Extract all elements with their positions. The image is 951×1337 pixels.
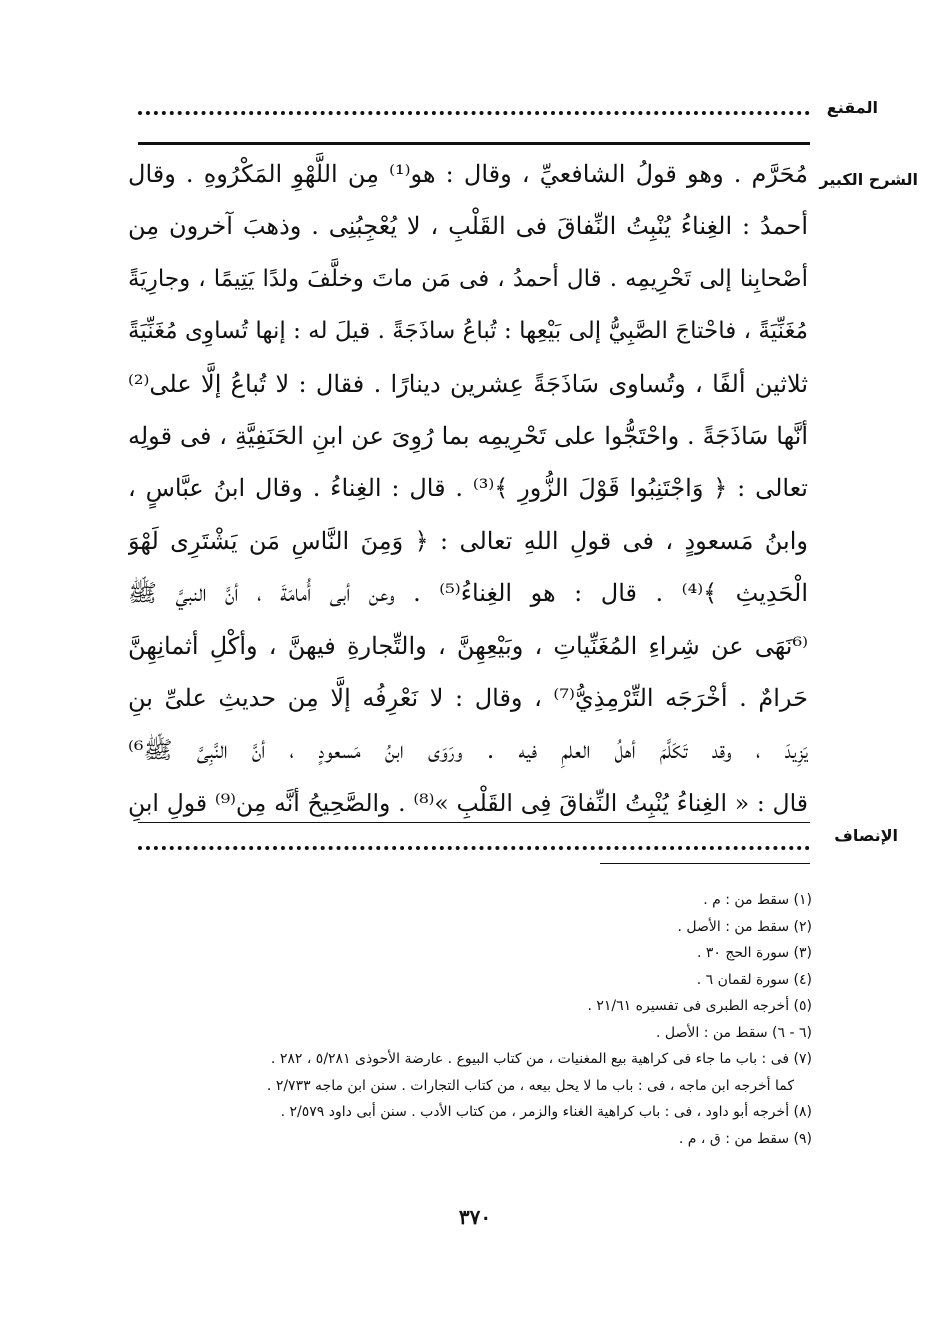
footnote: (٢) سقط من : الأصل .: [677, 918, 812, 935]
text-line: ثلاثين ألفًا ، وتُساوى سَاذَجَةً عِشرين دينارًا . فقال : لا تُباعُ إلَّا على⁽²⁾: [128, 369, 808, 398]
footnote-rule: [600, 863, 810, 864]
text-line: الْحَدِيثِ ﴾⁽⁴⁾ . قال : هو الغِناءُ⁽⁵⁾ . وعن أبى أُمامَةَ ، أنَّ النبيَّ ﷺ: [128, 579, 808, 608]
text-line: مُغَنِّيَةً ، فاحْتاجَ الصَّبِيُّ إلى بَيْعِها : تُباعُ ساذَجَةً . قيلَ له : إنها تُساوِى مُغَنِّيَةً: [128, 318, 808, 345]
margin-label-muqni: المقنع: [826, 98, 878, 117]
footnote: (٣) سورة الحج ٣٠ .: [696, 945, 812, 961]
text-line: حَرامٌ . أخْرَجَه التِّرْمِذِيُّ⁽⁷⁾ ، وقال : لا نَعْرِفُه إلَّا مِن حديثِ علىِّ بنِ: [128, 683, 808, 712]
page-number: ٣٧٠: [458, 1205, 492, 1229]
text-line: يَزِيدَ ، وقد تَكَلَّمَ أهلُ العلمِ فيه . ورَوَى ابنُ مَسعودٍ ، أنَّ النَّبِىَّ ﷺ⁶⁾: [128, 736, 808, 765]
rule-bottom: [138, 822, 810, 823]
rule-top: [138, 142, 810, 145]
text-line: وابنُ مَسعودٍ ، فى قولِ اللهِ تعالى : ﴿ وَمِنَ النَّاسِ مَن يَشْتَرِى لَهْوَ: [128, 526, 808, 555]
text-line: أنَّها سَاذَجَةً . واحْتَجُّوا على تَحْرِيمِه بما رُوِىَ عن ابنِ الحَنَفِيَّةِ ، فى قولِه: [128, 421, 808, 450]
margin-label-sharh-kabir: الشرح الكبير: [819, 170, 918, 189]
margin-label-insaf: الإنصاف: [834, 826, 898, 845]
footnote: (٦ - ٦) سقط من : الأصل .: [656, 1024, 812, 1041]
text-line: ⁽⁶نَهَى عن شِراءِ المُغَنِّياتِ ، وبَيْعِهِنَّ ، والتِّجارةِ فيهنَّ ، وأكْلِ أثمانِهِنَّ: [128, 631, 808, 660]
footnote: (٥) أخرجه الطبرى فى تفسيره ٢١/٦١ .: [587, 998, 812, 1014]
dotted-separator-bottom: [138, 846, 810, 850]
footnote: (١) سقط من : م .: [703, 892, 812, 908]
text-line: تعالى : ﴿ وَاجْتَنِبُوا قَوْلَ الزُّورِ ﴾⁽³⁾ . قال : الغِناءُ . وقال ابنُ عبَّاسٍ ،: [128, 474, 808, 503]
footnote: (٨) أخرجه أبو داود ، فى : باب كراهية الغناء والزمر ، من كتاب الأدب . سنن أبى داود ٢/٥٧٩ .: [280, 1104, 812, 1120]
text-line: مُحَرَّم . وهو قولُ الشافعيِّ ، وقال : هو⁽¹⁾ مِن اللَّهْوِ المَكْرُوهِ . وقال: [128, 160, 808, 188]
dotted-separator-top: [138, 111, 810, 115]
text-line: أحمدُ : الغِناءُ يُنْبِتُ النِّفاقَ فى القَلْبِ ، لا يُعْجِبُنِى . وذهبَ آخرون مِن: [128, 212, 808, 241]
footnote-continuation: كما أخرجه ابن ماجه ، فى : باب ما لا يحل بيعه ، من كتاب التجارات . سنن ابن ماجه ٢/٧٣٣ .: [266, 1077, 794, 1094]
footnote: (٩) سقط من : ق ، م .: [678, 1130, 812, 1147]
main-text-block: [128, 148, 808, 829]
footnote: (٤) سورة لقمان ٦ .: [696, 971, 812, 988]
footnotes: [120, 887, 812, 1152]
text-line: أصْحابِنا إلى تَحْرِيمِه . قال أحمدُ ، فى مَن ماتَ وخلَّفَ ولدًا يَتِيمًا ، وجارِيَةً: [128, 265, 808, 292]
text-line: قال : « الغِناءُ يُنْبِتُ النِّفاقَ فِى القَلْبِ »⁽⁸⁾ . والصَّحِيحُ أنَّه مِن⁽⁹⁾ قولِ ابنِ: [128, 788, 808, 817]
footnote: (٧) فى : باب ما جاء فى كراهية بيع المغنيات ، من كتاب البيوع . عارضة الأحوذى ٥/٢٨١ ، ٢٨٢ .: [270, 1051, 812, 1067]
